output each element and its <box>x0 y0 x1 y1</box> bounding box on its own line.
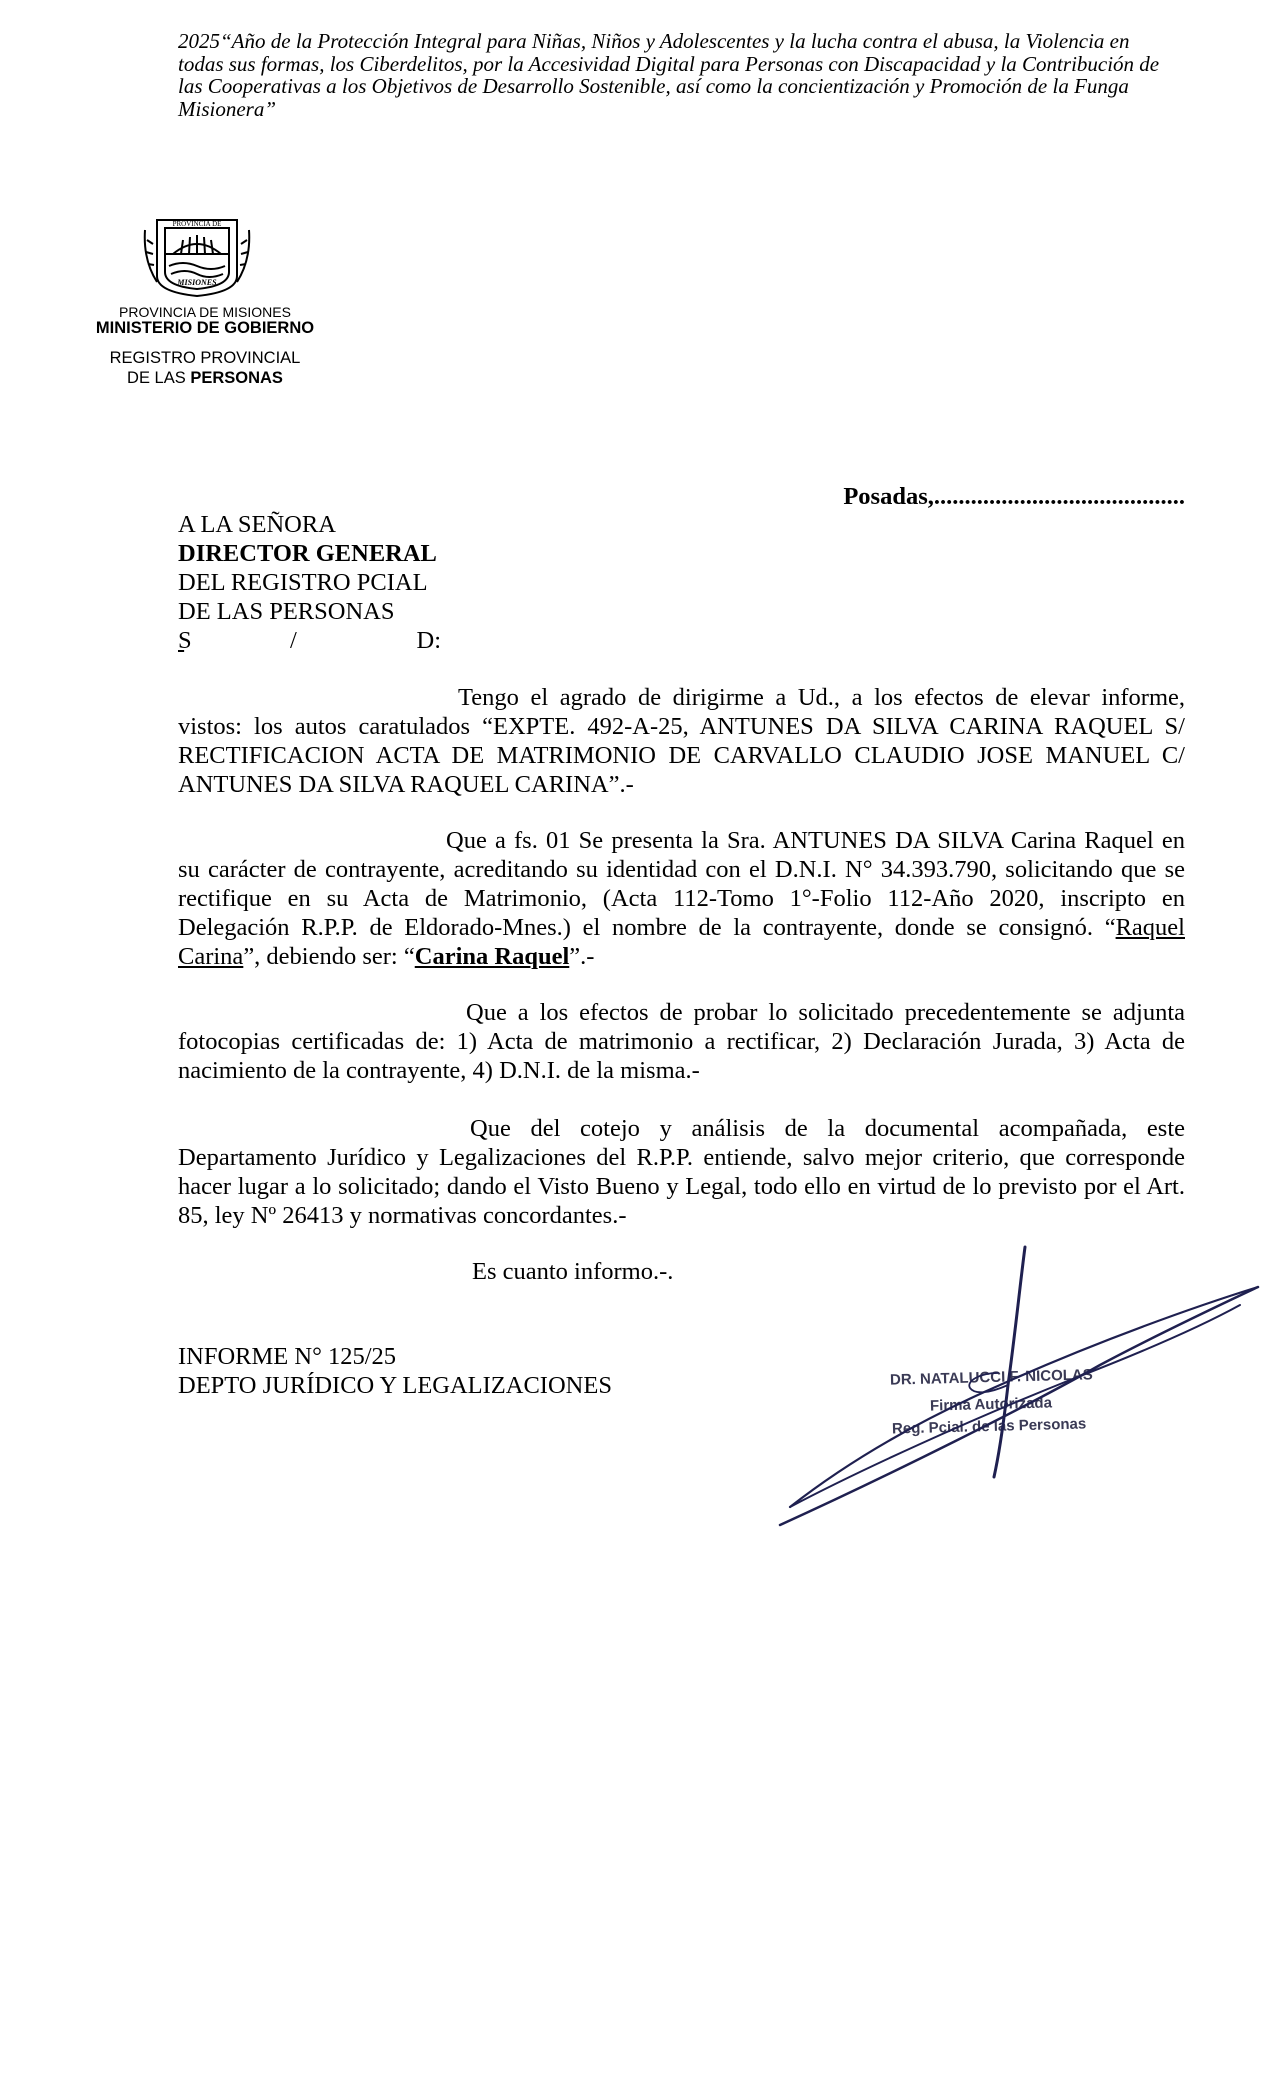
correct-name: Carina Raquel <box>414 943 570 970</box>
place-date: Posadas,......................................... <box>843 483 1185 510</box>
registry-line2-prefix: DE LAS <box>127 369 191 387</box>
provincial-coat-of-arms-icon <box>143 210 251 298</box>
paragraph-intro <box>178 683 1185 799</box>
province-name: PROVINCIA DE MISIONES <box>119 304 291 320</box>
paragraph-evidence-text: Que a los efectos de probar lo solicitado precedentemente se adjunta fotocopias certificadas de: 1) Acta de matrimonio a rectificar, 2) Declaración Jurada, 3) Acta de nacimiento de la contrayente, 4) D.N.I. de la misma.- <box>178 999 1185 1084</box>
registry-line2-bold: PERSONAS <box>190 369 283 387</box>
stamp-authorized: Firma Autorizada <box>929 1394 1053 1415</box>
emblem-text-top: PROVINCIA DE <box>172 220 222 228</box>
addressee-block <box>178 510 778 655</box>
department-name: DEPTO JURÍDICO Y LEGALIZACIONES <box>178 1372 612 1399</box>
header-motto: 2025“Año de la Protección Integral para Niñas, Niños y Adolescentes y la lucha contra el abusa, la Violencia en todas sus formas, los Ciberdelitos, por la Accesividad Digital para Personas con Discapacidad y la Contribución de las Cooperativas a los Objetivos de Desarrollo Sostenible, así como la concientización y Promoción de la Funga Misionera” <box>178 29 1160 121</box>
paragraph-evidence <box>178 998 1185 1085</box>
paragraph-request-text: Que a fs. 01 Se presenta la Sra. ANTUNES DA SILVA Carina Raquel en su carácter de contrayente, acreditando su identidad con el D.N.I. N° 34.393.790, solicitando que se rectifique en su Acta de Matrimonio, (Acta 112-Tomo 1°-Folio 112-Año 2020, inscripto en Delegación R.P.P. de Eldorado-Mnes.) el nombre de la contrayente, donde se consignó. “ <box>178 827 1185 941</box>
closing-line: Es cuanto informo.-. <box>472 1258 674 1285</box>
addressee-line4: DE LAS PERSONAS <box>178 598 395 625</box>
sd-d: D: <box>416 627 441 654</box>
addressee-line3: DEL REGISTRO PCIAL <box>178 569 428 596</box>
addressee-line2: DIRECTOR GENERAL <box>178 540 437 567</box>
sd-s: S <box>178 627 192 654</box>
paragraph-intro-text: Tengo el agrado de dirigirme a Ud., a los efectos de elevar informe, vistos: los autos caratulados “EXPTE. 492-A-25, ANTUNES DA SILVA CARINA RAQUEL S/ RECTIFICACION ACTA DE MATRIMONIO DE CARVALLO CLAUDIO JOSE MANUEL C/ ANTUNES DA SILVA RAQUEL CARINA”.- <box>178 684 1185 798</box>
handwritten-signature-icon <box>770 1245 1260 1530</box>
stamp-name: DR. NATALUCCI F. NICOLAS <box>889 1366 1093 1389</box>
ministry-name: MINISTERIO DE GOBIERNO <box>95 319 315 337</box>
wrong-name: Raquel Carina <box>178 914 1185 970</box>
registry-name-line2 <box>70 369 340 387</box>
paragraph-opinion <box>178 1114 1185 1230</box>
paragraph-opinion-text: Que del cotejo y análisis de la documental acompañada, este Departamento Jurídico y Legalizaciones del R.P.P. entiende, salvo mejor criterio, que corresponde hacer lugar a lo solicitado; dando el Visto Bueno y Legal, todo ello en virtud de lo previsto por el Art. 85, ley Nº 26413 y normativas concordantes.- <box>178 1115 1185 1229</box>
paragraph-request-mid: ”, debiendo ser: “ <box>243 943 415 970</box>
paragraph-request <box>178 826 1185 971</box>
sd-abbreviation <box>178 626 441 655</box>
report-number: INFORME N° 125/25 <box>178 1343 397 1370</box>
emblem-text-bottom: MISIONES <box>177 278 217 287</box>
addressee-sd <box>178 626 778 655</box>
registry-name-line1: REGISTRO PROVINCIAL <box>109 349 301 367</box>
paragraph-request-end: ”.- <box>569 943 595 970</box>
addressee-line1: A LA SEÑORA <box>178 511 336 538</box>
stamp-registry: Reg. Pcial. de las Personas <box>891 1415 1087 1438</box>
sd-slash: / <box>290 627 297 654</box>
